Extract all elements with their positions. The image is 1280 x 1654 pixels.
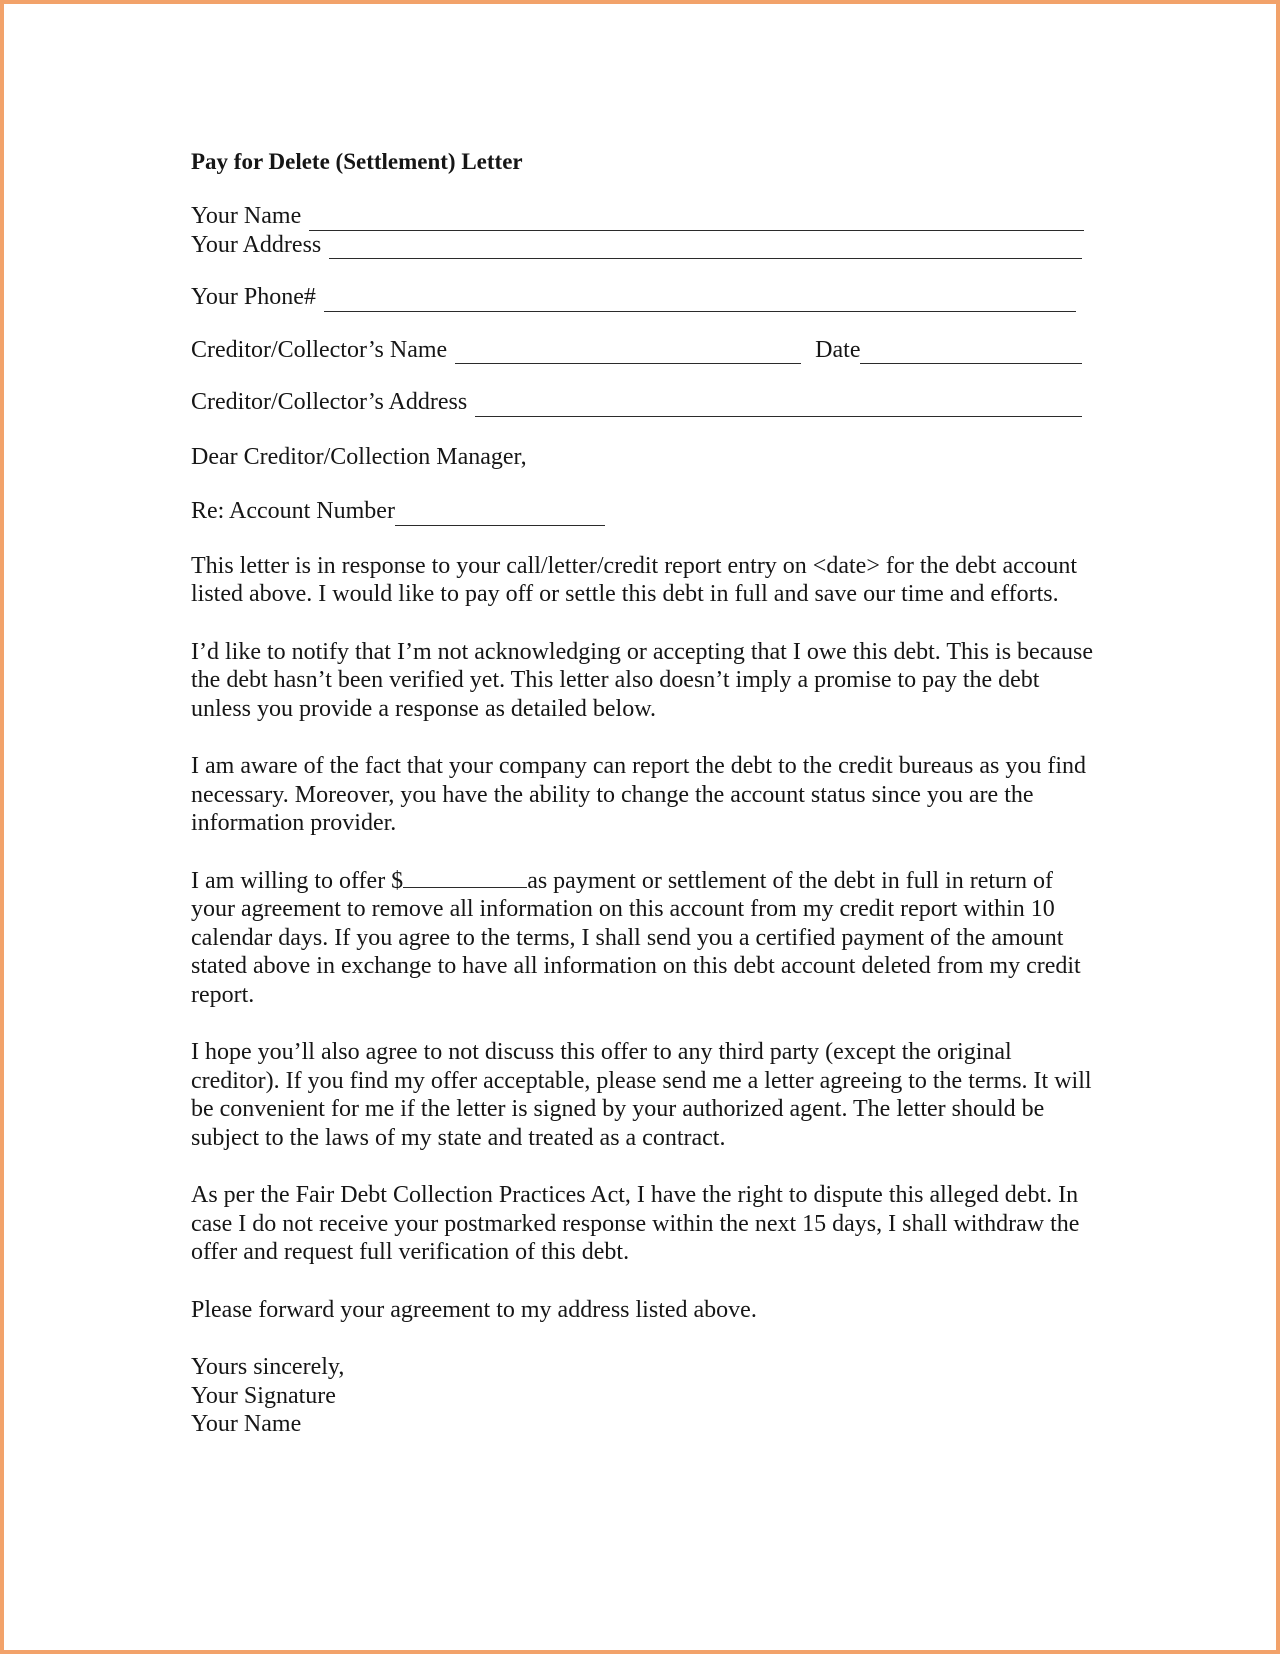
date-blank[interactable] (860, 341, 1082, 364)
paragraph-forward: Please forward your agreement to my address listed above. (191, 1296, 757, 1323)
letter-page (191, 148, 1091, 1439)
your-address-field (191, 231, 1082, 260)
paragraph-awareness: I am aware of the fact that your company can report the debt to the credit bureaus as you find necessary. Moreover, you have the ability to change the account status since you are the information provider. (191, 753, 1086, 836)
your-phone-label: Your Phone# (191, 284, 316, 310)
date-label: Date (815, 336, 861, 363)
offer-amount-blank[interactable] (403, 867, 527, 888)
paragraph-fdcpa: As per the Fair Debt Collection Practices Act, I have the right to dispute this alleged debt. In case I do not receive your postmarked response within the next 15 days, I shall withdraw the offer and request full verification of this debt. (191, 1182, 1080, 1265)
your-name-blank[interactable] (309, 208, 1084, 231)
offer-text-before: I am willing to offer $ (191, 867, 404, 894)
account-number-label: Re: Account Number (191, 498, 395, 524)
your-phone-field (191, 283, 1076, 312)
letter-title: Pay for Delete (Settlement) Letter (191, 149, 523, 174)
your-phone-blank[interactable] (324, 289, 1076, 312)
your-address-label: Your Address (191, 231, 322, 258)
paragraph-not-acknowledging: I’d like to notify that I’m not acknowledging or accepting that I owe this debt. This is because the debt hasn’t been verified yet. This letter also doesn’t imply a promise to pay the debt unless you provide a response as detailed below. (191, 638, 1093, 722)
your-name-field (191, 202, 1084, 231)
account-number-blank[interactable] (395, 503, 605, 526)
paragraph-confidentiality: I hope you’ll also agree to not discuss this offer to any third party (except the original creditor). If you find my offer acceptable, please send me a letter agreeing to the terms. It will be convenient for me if the letter is signed by your authorized agent. The letter should be subject to the laws of my state and treated as a contract. (191, 1039, 1092, 1151)
offer-text-after: as payment or settlement of the debt in full in return of your agreement to remove all information on this account from my credit report within 10 calendar days. If you agree to the terms, I shall send you a certified payment of the amount stated above in exchange to have all information on this debt account deleted from my credit report. (191, 867, 1081, 1008)
closing-name: Your Name (191, 1411, 302, 1437)
your-address-blank[interactable] (329, 236, 1082, 259)
your-name-label: Your Name (191, 203, 302, 229)
closing-signature: Your Signature (191, 1382, 336, 1409)
creditor-name-date-row (191, 336, 1082, 365)
creditor-address-blank[interactable] (475, 394, 1082, 417)
creditor-address-field (191, 388, 1082, 417)
account-number-field (191, 497, 1091, 526)
salutation: Dear Creditor/Collection Manager, (191, 443, 527, 470)
creditor-name-label: Creditor/Collector’s Name (191, 336, 448, 363)
closing-sincerely: Yours sincerely, (191, 1354, 345, 1380)
paragraph-offer (191, 867, 1096, 1010)
creditor-name-blank[interactable] (455, 341, 801, 364)
creditor-address-label: Creditor/Collector’s Address (191, 389, 468, 415)
closing-block (191, 1353, 1091, 1439)
paragraph-response: This letter is in response to your call/letter/credit report entry on <date> for the debt account listed above. I would like to pay off or settle this debt in full and save our time and efforts. (191, 552, 1078, 607)
